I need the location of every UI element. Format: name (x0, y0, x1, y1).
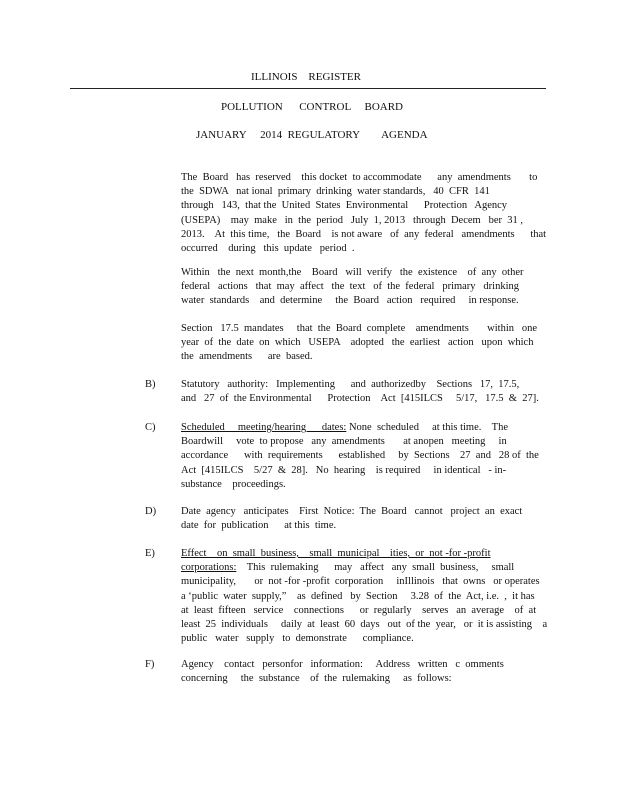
item-e-effect-on-small-business (181, 547, 548, 646)
text-line: and 27 of the Environmental Protection Act [415ILCS 5/17, 17.5 & 27]. (181, 393, 539, 405)
text-line: Effect on small business, small municipal ities, or not -for -profit (181, 548, 491, 559)
text-line: a ‘public water supply,” as defined by Section 3.28 of the Act, i.e. , it has (181, 590, 535, 602)
text-line: Statutory authority: Implementing and authorizedby Sections 17, 17.5, (181, 379, 520, 390)
item-b-statutory-authority (181, 378, 541, 406)
text-line: concerning the substance of the rulemaking as follows: (181, 673, 452, 685)
intro-paragraph-3 (181, 322, 541, 365)
text-line: Section 17.5 mandates that the Board complete amendments within one (181, 323, 538, 334)
text-line: accordance with requirements established by Sections 27 and 28 of the (181, 450, 539, 462)
intro-paragraph-2 (181, 266, 541, 309)
item-f-agency-contact (181, 658, 541, 686)
text-line: 2013. At this time, the Board is not aware of any federal amendments that (181, 228, 547, 240)
board-title: POLLUTION CONTROL BOARD (221, 101, 404, 113)
text-line: least 25 individuals daily at least 60 days out of the year, or it is assisting a (181, 618, 548, 630)
text-line: municipality, or not -for -profit corporation inIllinois that owns or operates (181, 576, 540, 588)
text-line: Act [415ILCS 5/27 & 28]. No hearing is required in identical - in- (181, 464, 507, 476)
intro-paragraph-1 (181, 171, 547, 256)
item-label-b: B) (145, 379, 156, 390)
text-line: at least fifteen service connections or regularly serves an average of at (181, 604, 537, 616)
text-line: the SDWA nat ional primary drinking water standards, 40 CFR 141 (181, 186, 490, 198)
item-label-d: D) (145, 506, 157, 517)
item-label-e: E) (145, 548, 155, 559)
header-divider (70, 88, 546, 89)
text-line: federal actions that may affect the text of the federal primary drinking (181, 281, 520, 293)
text-line: occurred during this update period . (181, 242, 355, 254)
item-label-c: C) (145, 422, 156, 433)
text-line: The Board has reserved this docket to accommodate any amendments to (181, 172, 538, 183)
text-line: Date agency anticipates First Notice: The Board cannot project an exact (181, 506, 523, 517)
text-line: corporations: This rulemaking may affect any small business, small (181, 562, 515, 574)
text-line: the amendments are based. (181, 351, 313, 363)
text-line: public water supply to demonstrate compliance. (181, 633, 414, 645)
text-line: year of the date on which USEPA adopted the earliest action upon which (181, 337, 534, 349)
text-line: water standards and determine the Board action required in response. (181, 295, 519, 307)
item-label-f: F) (145, 659, 155, 670)
item-d-first-notice (181, 505, 541, 533)
text-line: Scheduled meeting/hearing dates: None scheduled at this time. The (181, 422, 508, 433)
agenda-title: JANUARY 2014 REGULATORY AGENDA (196, 129, 428, 141)
text-line: substance proceedings. (181, 478, 286, 490)
text-line: Agency contact personfor information: Address written c omments (181, 659, 504, 670)
text-line: through 143, that the United States Environmental Protection Agency (181, 200, 508, 212)
text-line: Boardwill vote to propose any amendments at anopen meeting in (181, 436, 507, 448)
text-line: Within the next month,the Board will verify the existence of any other (181, 267, 524, 278)
register-title: ILLINOIS REGISTER (251, 71, 361, 83)
text-line: (USEPA) may make in the period July 1, 2013 through Decem ber 31 , (181, 214, 523, 226)
text-line: date for publication at this time. (181, 520, 337, 532)
item-c-scheduled-meetings (181, 421, 541, 492)
